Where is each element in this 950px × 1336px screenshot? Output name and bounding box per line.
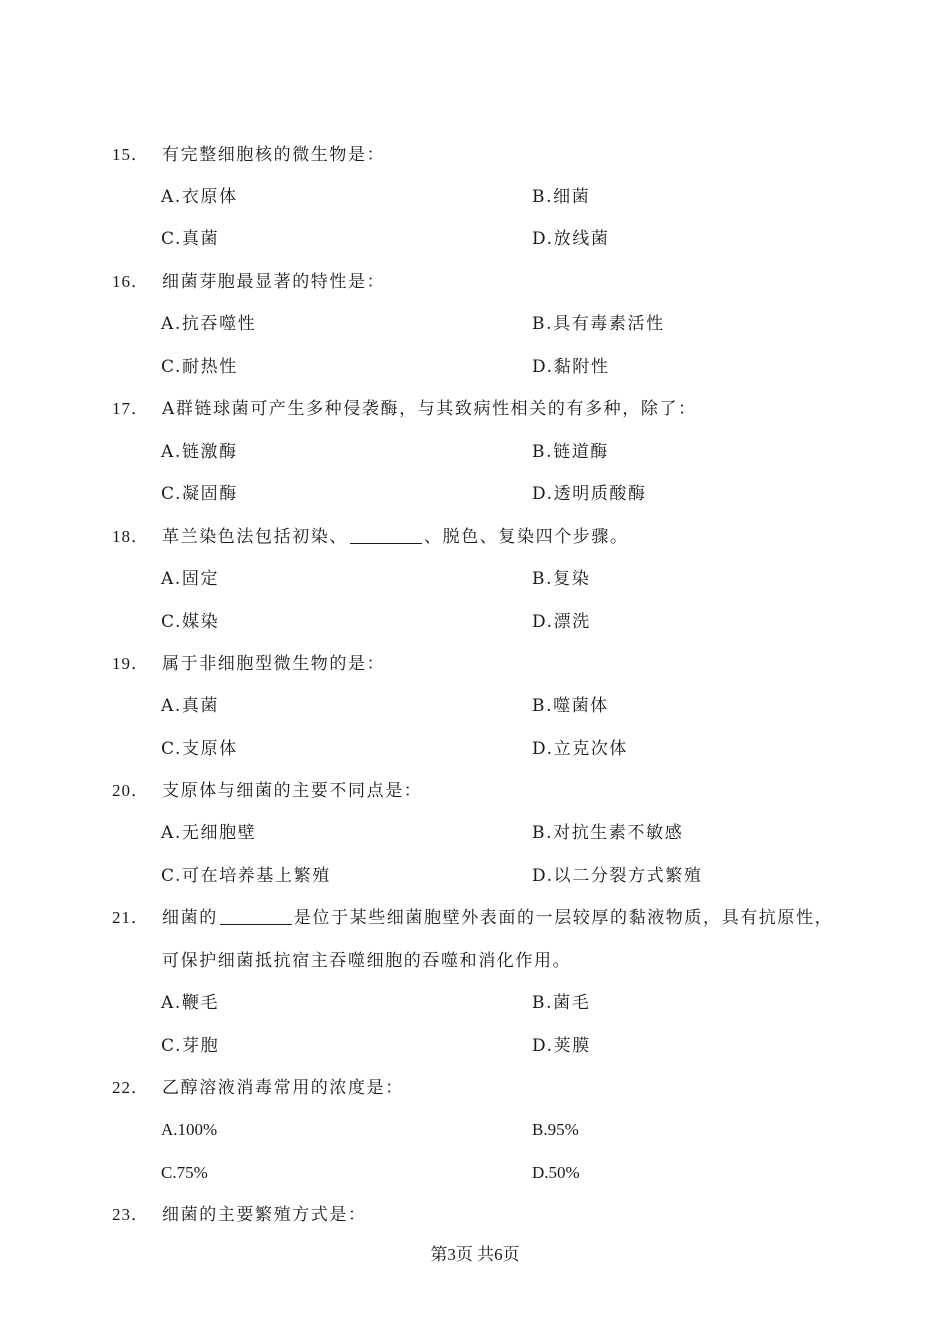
question-text-after: 是位于某些细菌胞壁外表面的一层较厚的黏液物质，具有抗原性， [293,908,834,928]
option-c: C.可在培养基上繁殖 [161,866,331,886]
answer-blank [220,904,292,925]
option-d: D.以二分裂方式繁殖 [532,866,703,886]
option-a: A.无细胞壁 [161,823,257,843]
option-b: B.链道酶 [532,442,609,462]
option-c: C.芽胞 [161,1036,220,1056]
option-d: D.漂洗 [532,612,591,632]
option-a: A.真菌 [161,696,220,716]
question-text-line2: 可保护细菌抵抗宿主吞噬细胞的吞噬和消化作用。 [162,951,572,971]
option-b: B.复染 [532,569,591,589]
question-number: 15． [112,145,149,164]
question-number: 16． [112,272,149,291]
question-text [162,902,833,934]
option-a: A.100% [161,1120,218,1139]
question-text: 属于非细胞型微生物的是： [162,654,386,674]
question-text: 细菌的主要繁殖方式是： [162,1205,367,1225]
option-c: C.真菌 [161,229,220,249]
question-text-before: 细菌的 [162,908,218,928]
question-text: A群链球菌可产生多种侵袭酶，与其致病性相关的有多种，除了： [162,399,697,419]
option-d: D.放线菌 [532,229,610,249]
option-d: D.50% [532,1163,580,1182]
option-d: D.立克次体 [532,739,629,759]
question-number: 20． [112,781,149,800]
question-number: 18． [112,527,149,546]
question-text: 细菌芽胞最显著的特性是： [162,272,386,292]
question-number: 23． [112,1205,149,1224]
option-d: D.黏附性 [532,357,610,377]
question-text: 支原体与细菌的主要不同点是： [162,781,423,801]
option-c: C.75% [161,1163,208,1182]
option-b: B.细菌 [532,187,591,207]
option-b: B.具有毒素活性 [532,314,665,334]
option-b: B.对抗生素不敏感 [532,823,684,843]
option-a: A.链激酶 [161,442,238,462]
option-a: A.抗吞噬性 [161,314,257,334]
question-text-before: 革兰染色法包括初染、 [162,527,348,547]
question-text: 乙醇溶液消毒常用的浓度是： [162,1078,404,1098]
question-number: 22． [112,1078,149,1097]
option-c: C.媒染 [161,612,220,632]
option-d: D.透明质酸酶 [532,484,647,504]
question-number: 21． [112,908,149,927]
option-a: A.衣原体 [161,187,238,207]
option-a: A.固定 [161,569,220,589]
option-b: B.噬菌体 [532,696,609,716]
option-c: C.支原体 [161,739,238,759]
option-d: D.荚膜 [532,1036,591,1056]
option-c: C.耐热性 [161,357,238,377]
page-footer: 第3页 共6页 [430,1245,520,1264]
answer-blank [350,523,422,544]
question-number: 19． [112,654,149,673]
question-text: 有完整细胞核的微生物是： [162,145,386,165]
question-text-after: 、脱色、复染四个步骤。 [424,527,629,547]
option-c: C.凝固酶 [161,484,238,504]
option-b: B.菌毛 [532,993,591,1013]
question-text [162,521,629,553]
option-a: A.鞭毛 [161,993,220,1013]
question-number: 17． [112,399,149,418]
option-b: B.95% [532,1120,579,1139]
